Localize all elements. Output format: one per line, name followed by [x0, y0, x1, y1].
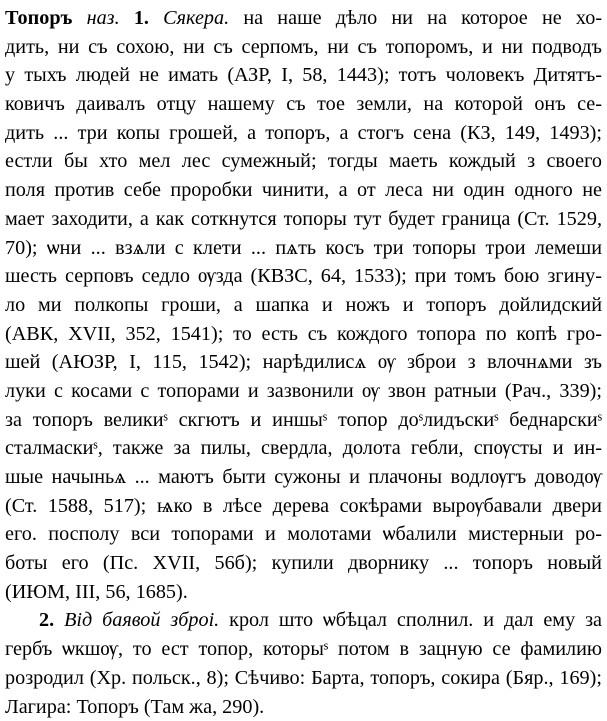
entry-line: Лагира: Топоръ (Там жа, 290).	[5, 693, 602, 721]
entry-line	[5, 606, 602, 635]
entry-line: естли бы хто мел лес сумежный; тогды маеть кождый з своего	[5, 147, 602, 176]
entry-line: мает заходити, а как соткнутся топоры тут будет граница (Ст. 1529,	[5, 205, 602, 234]
entry-line: шые начыньѧ ... маютъ быти сужоны и плачоны водлѹгъ доводѹ	[5, 463, 602, 492]
grammar-label: наз.	[87, 7, 120, 29]
entry-line	[5, 4, 602, 33]
entry-line: гербъ ѡкшѹ, то ест топор, которыˢ потом в зацную се фамилию	[5, 635, 602, 664]
entry-line: ковичъ даивалъ отцу нашему съ тое земли, на которой онъ се-	[5, 90, 602, 119]
entry-line: луки с косами с топорами и зазвонили ѹ звон ратныи (Рач., 339);	[5, 377, 602, 406]
sense-definition: Від баявой зброі.	[64, 609, 219, 631]
entry-line: (Ст. 1588, 517); ѩко в лѣсе дерева сокѣрами вырѹбавали двери	[5, 492, 602, 521]
entry-line: дить ... три копы грошей, а топоръ, а стогъ сена (КЗ, 149, 1493);	[5, 119, 602, 148]
entry-line: его. посполу вси топорами и молотами ѡбалили мистерныи ро-	[5, 520, 602, 549]
entry-line: (АВК, XVII, 352, 1541); то есть съ кождого топора по копѣ гро-	[5, 320, 602, 349]
entry-line: 70); ѡни ... взѧли с клети ... пѧть косъ три топоры трои лемеши	[5, 234, 602, 263]
sense-definition: Сякера.	[163, 7, 229, 29]
entry-line: у тыхъ людей не имать (АЗР, I, 58, 1443); тотъ чоловекъ Дитятъ-	[5, 61, 602, 90]
entry-line: ло ми полкопы гроши, а шапка и ножъ и топоръ дойлидский	[5, 291, 602, 320]
entry-line: поля против себе проробки чинити, а от леса ни один одного не	[5, 176, 602, 205]
entry-line: боты его (Пс. XVII, 56б); купили дворнику ... топоръ новый	[5, 549, 602, 578]
entry-line: шей (АЮЗР, I, 115, 1542); нарѣдилисѧ ѹ зброи з влочнѧми зъ	[5, 348, 602, 377]
entry-line: сталмаскиˢ, также за пилы, свердла, долота гебли, спѹсты и ин-	[5, 434, 602, 463]
entry-line: розродил (Хр. польск., 8); Сѣчиво: Барта, топоръ, сокира (Бяр., 169);	[5, 664, 602, 693]
headword: Топоръ	[5, 7, 72, 29]
entry-line: шесть серповъ седло ѹзда (КВЗС, 64, 1533); при томъ бою згину-	[5, 262, 602, 291]
sense-number: 1.	[134, 7, 149, 29]
entry-line: за топоръ великиˢ скгютъ и иншыˢ топор доˢлидъскиˢ беднарскиˢ	[5, 406, 602, 435]
dictionary-entry	[5, 4, 602, 721]
entry-line: (ИЮМ, III, 56, 1685).	[5, 578, 602, 607]
entry-text: на наше дѣло ни на которое не хо-	[243, 7, 602, 29]
entry-line: дить, ни съ сохою, ни съ серпомъ, ни съ топоромъ, и ни подводъ	[5, 33, 602, 62]
sense-number: 2.	[39, 609, 54, 631]
entry-text: крол што ѡбѣцал сполнил. и дал ему за	[229, 609, 602, 631]
